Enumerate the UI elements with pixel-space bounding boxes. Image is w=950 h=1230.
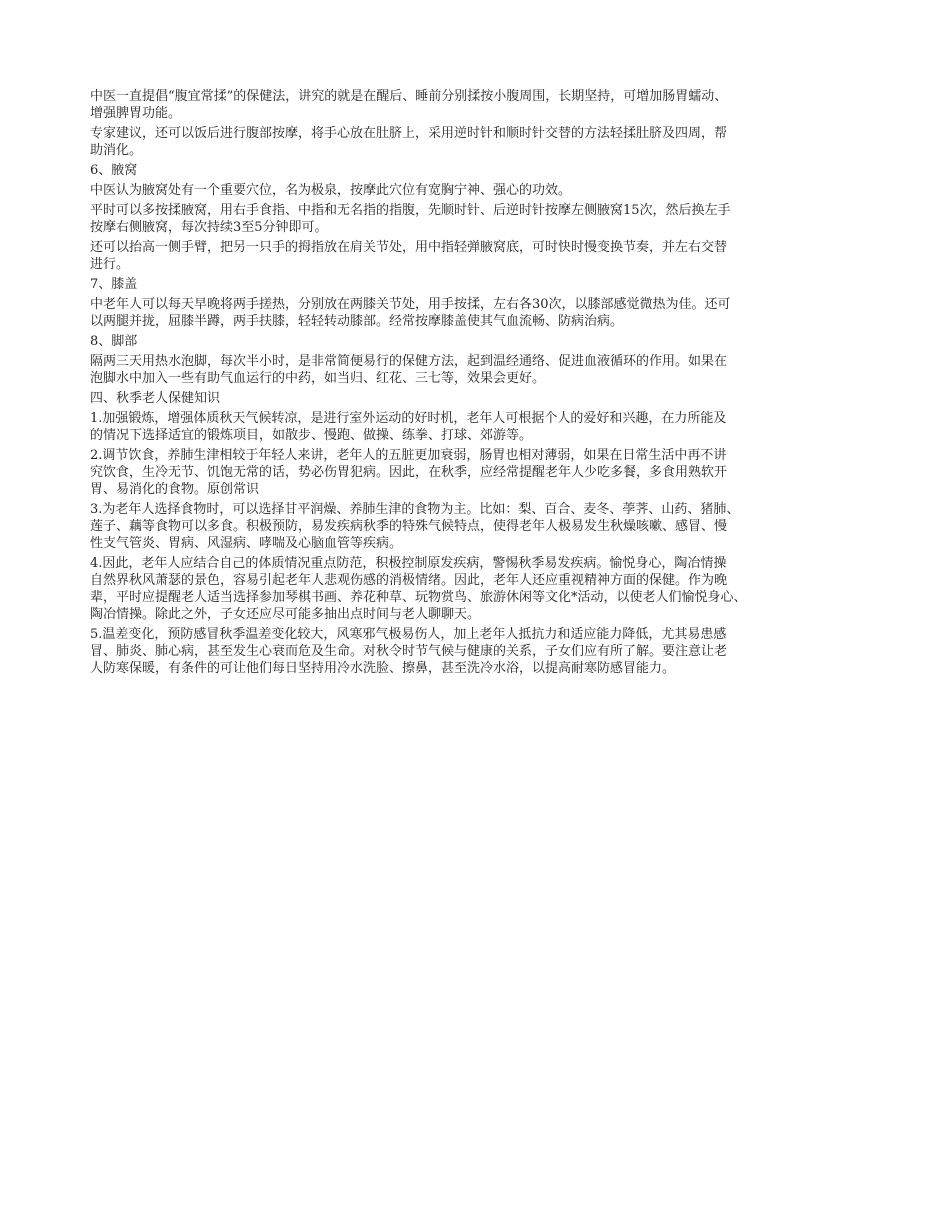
paragraph-line: 增强脾胃功能。 [90, 106, 182, 121]
list-item-line: 辈，平时应提醒老人适当选择参加琴棋书画、养花种草、玩物赏鸟、旅游休闲等文化*活动，以使老人们愉悦身心、 [90, 590, 747, 605]
list-item-line: 性支气管炎、胃病、风湿病、哮喘及心脑血管等疾病。 [90, 536, 403, 551]
section-heading: 7、膝盖 [90, 277, 138, 292]
list-item-line: 2.调节饮食，养肺生津相较于年轻人来讲，老年人的五脏更加衰弱，肠胃也相对薄弱，如果在日常生活中再不讲 [90, 448, 727, 463]
paragraph-line: 还可以抬高一侧手臂，把另一只手的拇指放在肩关节处，用中指轻弹腋窝底，可时快时慢变换节奏，并左右交替 [90, 240, 728, 255]
list-item-line: 莲子、藕等食物可以多食。积极预防，易发疾病秋季的特殊气候特点，使得老年人极易发生秋燥咳嗽、感冒、慢 [90, 519, 728, 534]
list-item-line: 究饮食，生冷无节、饥饱无常的话，势必伤胃犯病。因此，在秋季，应经常提醒老年人少吃多餐，多食用熟软开 [90, 465, 728, 480]
paragraph-line: 平时可以多按揉腋窝，用右手食指、中指和无名指的指腹，先顺时针、后逆时针按摩左侧腋窝15次，然后换左手 [90, 203, 731, 218]
paragraph-line: 中医认为腋窝处有一个重要穴位，名为极泉，按摩此穴位有宽胸宁神、强心的功效。 [90, 183, 572, 198]
list-item-line: 陶冶情操。除此之外，子女还应尽可能多抽出点时间与老人聊聊天。 [90, 607, 481, 622]
section-heading: 四、秋季老人保健知识 [90, 391, 221, 406]
list-item-line: 冒、肺炎、肺心病，甚至发生心衰而危及生命。对秋令时节气候与健康的关系，子女们应有所了解。要注意让老 [90, 644, 728, 659]
section-heading: 8、脚部 [90, 334, 138, 349]
section-heading: 6、腋窝 [90, 163, 138, 178]
paragraph-line: 中医一直提倡“腹宜常揉”的保健法，讲究的就是在醒后、睡前分别揉按小腹周围，长期坚持，可增加肠胃蠕动、 [90, 89, 728, 104]
list-item-line: 胃、易消化的食物。原创常识 [90, 482, 260, 497]
paragraph-line: 泡脚水中加入一些有助气血运行的中药，如当归、红花、三七等，效果会更好。 [90, 371, 546, 386]
paragraph-line: 专家建议，还可以饭后进行腹部按摩，将手心放在肚脐上，采用逆时针和顺时针交替的方法轻揉肚脐及四周，帮 [90, 126, 728, 141]
list-item-line: 1.加强锻炼，增强体质秋天气候转凉，是进行室外运动的好时机，老年人可根据个人的爱好和兴趣，在力所能及 [90, 411, 727, 426]
list-item-line: 自然界秋风萧瑟的景色，容易引起老年人悲观伤感的消极情绪。因此，老年人还应重视精神方面的保健。作为晚 [90, 573, 728, 588]
paragraph-line: 中老年人可以每天早晚将两手搓热，分别放在两膝关节处，用手按揉，左右各30次，以膝部感觉微热为佳。还可 [90, 297, 731, 312]
list-item-line: 人防寒保暖，有条件的可让他们每日坚持用冷水洗脸、擦鼻，甚至洗冷水浴，以提高耐寒防感冒能力。 [90, 661, 676, 676]
list-item-line: 3.为老年人选择食物时，可以选择甘平润燥、养肺生津的食物为主。比如：梨、百合、麦冬、荸荠、山药、猪肺、 [90, 502, 740, 517]
list-item-line: 4.因此，老年人应结合自己的体质情况重点防范，积极控制原发疾病，警惕秋季易发疾病。愉悦身心，陶冶情操 [90, 556, 727, 571]
list-item-line: 5.温差变化，预防感冒秋季温差变化较大，风寒邪气极易伤人，加上老年人抵抗力和适应能力降低，尤其易患感 [90, 627, 727, 642]
list-item-line: 的情况下选择适宜的锻炼项目，如散步、慢跑、做操、练拳、打球、郊游等。 [90, 428, 533, 443]
paragraph-line: 以两腿并拢，屈膝半蹲，两手扶膝，轻轻转动膝部。经常按摩膝盖使其气血流畅、防病治病。 [90, 314, 624, 329]
paragraph-line: 隔两三天用热水泡脚，每次半小时，是非常简便易行的保健方法，起到温经通络、促进血液循环的作用。如果在 [90, 354, 728, 369]
paragraph-line: 助消化。 [90, 143, 143, 158]
paragraph-line: 按摩右侧腋窝，每次持续3至5分钟即可。 [90, 220, 328, 235]
paragraph-line: 进行。 [90, 257, 130, 272]
document-body [90, 88, 870, 677]
